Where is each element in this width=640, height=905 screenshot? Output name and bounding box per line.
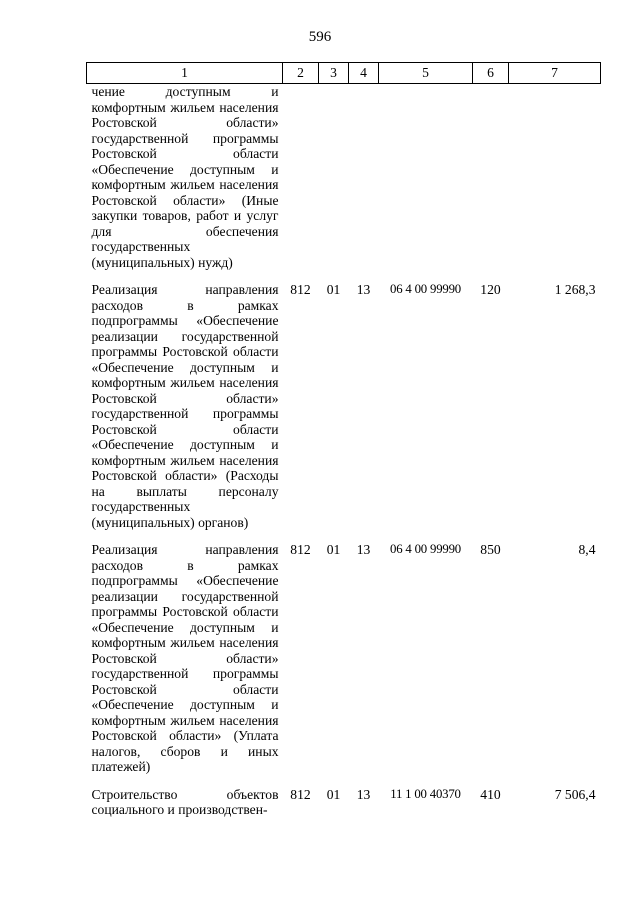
row-amount: 1 268,3 <box>554 282 596 297</box>
row-target-article: 11 1 00 40370 <box>390 786 461 801</box>
row-subsection-code <box>349 84 379 271</box>
header-col-5: 5 <box>379 63 473 84</box>
table-row <box>87 542 601 775</box>
row-description: Реализация направления расходов в рамках подпрограммы «Обеспечение реализации государственной программы Ростовской области «Обеспечение доступным и комфортным жильем населения Ростовской области» государственной программы Ростовской области «Обеспечение доступным и комфортным жильем населения Ростовской области» (Расходы на выплаты персоналу государственных (муниципальных) органов) <box>91 282 279 530</box>
row-expense-type <box>473 84 509 271</box>
header-col-2: 2 <box>283 63 319 84</box>
table-row <box>87 787 601 818</box>
row-description: чение доступным и комфортным жильем населения Ростовской области» государственной программы Ростовской области «Обеспечение доступным и комфортным жильем населения Ростовской области» (Иные закупки товаров, работ и услуг для обеспечения государственных (муниципальных) нужд) <box>91 84 279 270</box>
header-row <box>87 63 601 84</box>
header-col-6: 6 <box>473 63 509 84</box>
table-body <box>87 84 601 818</box>
row-ministry-code <box>283 84 319 271</box>
row-section-code: 01 <box>326 282 341 297</box>
row-spacer <box>87 530 601 542</box>
row-section-code: 01 <box>326 786 341 802</box>
row-amount: 8,4 <box>578 542 596 557</box>
row-expense-type: 850 <box>480 542 501 557</box>
row-ministry-code: 812 <box>290 542 311 557</box>
row-spacer <box>87 270 601 282</box>
row-subsection-code: 13 <box>356 542 371 557</box>
header-col-7: 7 <box>509 63 601 84</box>
row-section-code: 01 <box>326 542 341 557</box>
table-row <box>87 84 601 271</box>
row-amount <box>509 84 601 271</box>
row-amount: 7 506,4 <box>554 786 596 802</box>
row-ministry-code: 812 <box>290 282 311 297</box>
row-description: Реализация направления расходов в рамках подпрограммы «Обеспечение реализации государственной программы Ростовской области «Обеспечение доступным и комфортным жильем населения Ростовской области» государственной программы Ростовской области «Обеспечение доступным и комфортным жильем населения Ростовской области» (Уплата налогов, сборов и иных платежей) <box>91 542 279 774</box>
row-target-article <box>379 84 473 271</box>
row-target-article: 06 4 00 99990 <box>390 282 461 296</box>
header-col-1: 1 <box>87 63 283 84</box>
row-expense-type: 120 <box>480 282 501 297</box>
budget-table <box>86 62 601 818</box>
table-row <box>87 282 601 530</box>
row-ministry-code: 812 <box>290 786 311 802</box>
table-header <box>87 63 601 84</box>
row-expense-type: 410 <box>480 786 501 802</box>
header-col-4: 4 <box>349 63 379 84</box>
row-spacer <box>87 775 601 787</box>
row-subsection-code: 13 <box>356 786 371 802</box>
row-target-article: 06 4 00 99990 <box>390 542 461 556</box>
row-description: Строительство объектов социального и производствен- <box>91 786 279 817</box>
row-section-code <box>319 84 349 271</box>
header-col-3: 3 <box>319 63 349 84</box>
page-number: 596 <box>308 29 332 45</box>
row-subsection-code: 13 <box>356 282 371 297</box>
